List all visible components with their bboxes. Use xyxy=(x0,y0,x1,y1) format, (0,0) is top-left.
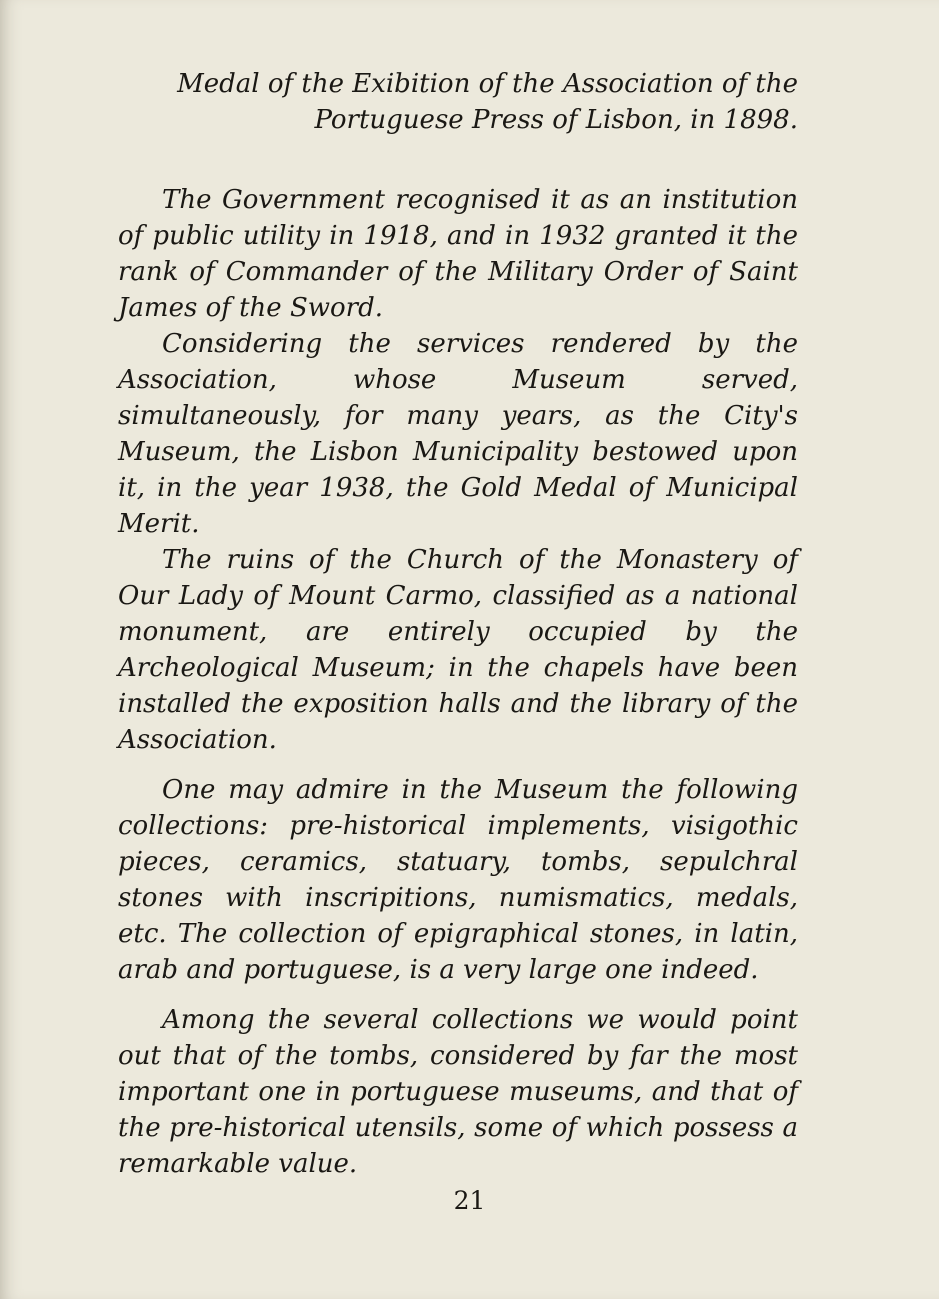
page-number: 21 xyxy=(453,1186,486,1215)
paragraph-tombs: Among the several collections we would point out that of the tombs, considered by far the most important one in portuguese museums, and that of the pre-historical utensils, some of which possess a remarkable value. xyxy=(118,1005,798,1179)
paragraph-collections: One may admire in the Museum the following collections: pre-historical implements, visigothic pieces, ceramics, statuary, tombs, sepulchral stones with inscripitions, numismatics, medals, etc. The collection of epigraphical stones, in latin, arab and portuguese, is a very large one indeed. xyxy=(118,775,798,985)
paragraph-ruins: The ruins of the Church of the Monastery of Our Lady of Mount Carmo, classified as a national monument, are entirely occupied by the Archeological Museum; in the chapels have been installed the exposition halls and the library of the Association. xyxy=(118,545,798,755)
medal-caption: Medal of the Exibition of the Association of the Portuguese Press of Lisbon, in 1898. xyxy=(177,69,798,135)
page-body xyxy=(118,66,798,1182)
paragraph-municipality: Considering the services rendered by the Association, whose Museum served, simultaneously, for many years, as the City's Museum, the Lisbon Municipality bestowed upon it, in the year 1938, the Gold Medal of Municipal Merit. xyxy=(118,329,798,539)
paragraph-government: The Government recognised it as an institution of public utility in 1918, and in 1932 granted it the rank of Commander of the Military Order of Saint James of the Sword. xyxy=(118,185,798,323)
